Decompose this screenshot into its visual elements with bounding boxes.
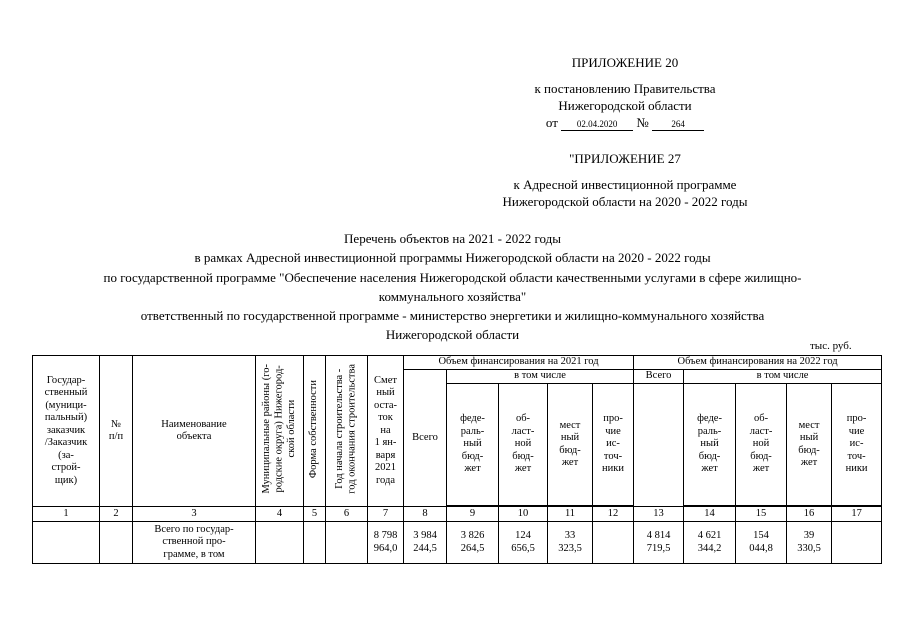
header-total-2021: Всего: [404, 370, 447, 507]
text-line: оста-: [373, 399, 398, 411]
appendix27-line-1: к Адресной инвестиционной программе: [513, 177, 737, 192]
table-row: [33, 522, 882, 564]
objects-table: [32, 355, 882, 564]
text-line: про-: [846, 413, 867, 425]
multiline: [685, 413, 734, 476]
text-line: ники: [602, 463, 624, 475]
appendix-header: [470, 54, 780, 131]
cell-regional-2021: [499, 522, 548, 564]
col-number: 9: [447, 507, 499, 522]
text-line: 3 984: [413, 530, 437, 541]
header-estimate: [368, 356, 404, 507]
header-incl-2021: в том числе: [447, 370, 634, 384]
text-line: ственной про-: [162, 536, 226, 548]
text-line: заказчик: [46, 424, 86, 436]
text-line: Всего по государ-: [154, 523, 234, 535]
title-line: коммунального хозяйства": [378, 288, 527, 304]
header-customer: [33, 356, 100, 507]
text-line: ласт-: [511, 425, 535, 437]
col-number: 16: [787, 507, 832, 522]
col-number: 11: [548, 507, 593, 522]
text-line: раль-: [460, 425, 485, 437]
multiline: [737, 530, 785, 555]
order-line: [470, 114, 780, 131]
text-line: варя: [375, 449, 396, 461]
col-number: 5: [304, 507, 326, 522]
text-line: 656,5: [511, 542, 535, 554]
text-line: точ-: [847, 450, 866, 462]
header-2021: Объем финансирования на 2021 год: [404, 356, 634, 370]
header-regional-2021: [499, 384, 548, 506]
text-line: мест: [798, 419, 820, 431]
cell-local-2021: [548, 522, 593, 564]
number-label: №: [636, 115, 649, 130]
multiline: [500, 413, 546, 476]
text-line: об-: [754, 413, 769, 425]
text-line: 2021: [375, 462, 396, 474]
col-number: 12: [593, 507, 634, 522]
cell-estimate: [368, 522, 404, 564]
text-line: чие: [848, 425, 865, 437]
units-label: тыс. руб.: [810, 340, 852, 352]
text-line: раль-: [697, 425, 722, 437]
cell-regional-2022: [736, 522, 787, 564]
text-line: ный: [560, 432, 580, 443]
col-number: 4: [256, 507, 304, 522]
header-total-2022: Всего: [634, 370, 684, 384]
text-line: ис-: [849, 438, 864, 450]
text-line: 964,0: [373, 542, 398, 554]
header-district: [256, 356, 304, 507]
text-line: 719,5: [646, 542, 671, 554]
multiline: [448, 413, 497, 476]
text-line: грамме, в том: [163, 548, 225, 560]
text-line: ской области: [285, 399, 297, 458]
text-line: 39: [803, 530, 815, 541]
text-line: 344,2: [697, 542, 722, 554]
text-line: 33: [564, 530, 576, 541]
text-line: ной: [514, 438, 532, 450]
order-number: 264: [652, 118, 704, 131]
text-line: 1 ян-: [374, 437, 397, 449]
appendix27-line-2: Нижегородской области на 2020 - 2022 годы: [502, 194, 748, 209]
text-line: 264,5: [460, 542, 485, 554]
text-line: жет: [464, 463, 481, 475]
text-line: 330,5: [797, 542, 821, 554]
col-number: 3: [133, 507, 256, 522]
text-line: об-: [515, 413, 531, 425]
text-line: родские округа) Нижегород-: [273, 365, 285, 493]
text-line: Государ-: [46, 374, 86, 386]
col-number: 2: [100, 507, 133, 522]
appendix27-title: "ПРИЛОЖЕНИЕ 27: [569, 151, 681, 166]
text-line: (за-: [58, 449, 74, 461]
cell-ownership: [304, 522, 326, 564]
text-line: ной: [752, 438, 770, 450]
multiline: [685, 530, 734, 555]
multiline: [788, 420, 830, 470]
text-line: 044,8: [749, 542, 773, 554]
cell-other-2021: [593, 522, 634, 564]
appendix-line-1: к постановлению Правительства: [534, 81, 716, 96]
text-line: Наименование: [161, 418, 227, 430]
col-number: 7: [368, 507, 404, 522]
appendix-line-2: Нижегородской области: [558, 98, 692, 113]
multiline: [737, 413, 785, 476]
text-line: мест: [559, 419, 581, 431]
multiline: [101, 419, 131, 444]
text-line: Год начала строительства -: [334, 368, 345, 489]
text-line: 4 621: [697, 530, 722, 541]
text-line: /Заказчик: [44, 437, 88, 449]
text-line: точ-: [603, 450, 623, 462]
text-line: ный: [799, 432, 819, 443]
cell-number: [100, 522, 133, 564]
multiline: [833, 413, 880, 476]
multiline: [134, 524, 254, 562]
text-line: жет: [514, 463, 532, 475]
multiline: [500, 530, 546, 555]
col-number: 14: [684, 507, 736, 522]
text-line: феде-: [460, 413, 485, 425]
text-line: бюд-: [461, 450, 484, 462]
header-regional-2022: [736, 384, 787, 506]
order-date: 02.04.2020: [561, 118, 633, 131]
text-line: на: [380, 424, 391, 436]
rotated-text: [334, 364, 359, 494]
multiline: [369, 530, 402, 555]
multiline: [134, 419, 254, 444]
cell-total-2021: [404, 522, 447, 564]
col-number: 6: [326, 507, 368, 522]
text-line: строй-: [51, 462, 81, 474]
text-line: 3 826: [460, 530, 485, 541]
text-line: пальный): [44, 412, 88, 424]
text-line: ственный: [44, 387, 88, 399]
cell-federal-2022: [684, 522, 736, 564]
text-line: Форма собственности: [308, 379, 320, 478]
text-line: жет: [701, 463, 718, 475]
multiline: [594, 413, 632, 476]
text-line: щик): [54, 474, 78, 486]
text-line: 4 814: [646, 530, 671, 541]
multiline: [549, 530, 591, 555]
text-line: 244,5: [413, 542, 437, 554]
text-line: бюд-: [559, 444, 581, 456]
text-line: феде-: [697, 413, 722, 425]
header-local-2021: [548, 384, 593, 506]
cell-federal-2021: [447, 522, 499, 564]
text-line: объекта: [176, 431, 212, 442]
text-line: 323,5: [558, 542, 582, 554]
text-line: 154: [753, 530, 769, 541]
document-title: [0, 229, 905, 345]
cell-other-2022: [832, 522, 882, 564]
header-federal-2022: [684, 384, 736, 506]
text-line: №: [110, 418, 122, 430]
text-line: бюд-: [698, 450, 721, 462]
text-line: года: [376, 474, 395, 486]
header-total-2022-body: [634, 384, 684, 507]
text-line: ный: [376, 387, 395, 399]
text-line: ласт-: [749, 425, 773, 437]
rotated-text: [261, 364, 299, 494]
text-line: жет: [561, 457, 579, 468]
text-line: ники: [845, 463, 868, 475]
text-line: чие: [605, 425, 621, 437]
text-line: ис-: [606, 438, 620, 450]
text-line: п/п: [108, 431, 124, 442]
multiline: [34, 375, 98, 488]
col-number: 15: [736, 507, 787, 522]
header-number: [100, 356, 133, 507]
text-line: бюд-: [750, 450, 772, 462]
cell-years: [326, 522, 368, 564]
title-line: Нижегородской области: [385, 327, 520, 343]
text-line: бюд-: [512, 450, 534, 462]
col-number: 8: [404, 507, 447, 522]
text-line: жет: [800, 457, 818, 468]
column-number-row: [33, 507, 882, 522]
text-line: Смет: [374, 374, 397, 386]
header-2022: Объем финансирования на 2022 год: [634, 356, 882, 370]
title-line: по государственной программе "Обеспечение населения Нижегородской области качественными услугами в сфере жилищно-: [103, 269, 802, 285]
multiline: [788, 530, 830, 555]
cell-district: [256, 522, 304, 564]
cell-local-2022: [787, 522, 832, 564]
text-line: 8 798: [373, 530, 398, 541]
text-line: про-: [603, 413, 623, 425]
text-line: год окончания строительства: [346, 363, 358, 494]
text-line: ный: [700, 438, 719, 450]
multiline: [549, 420, 591, 470]
title-line: Перечень объектов на 2021 - 2022 годы: [344, 231, 561, 246]
header-federal-2021: [447, 384, 499, 506]
header-other-2021: [593, 384, 634, 506]
text-line: ток: [378, 412, 393, 424]
header-local-2022: [787, 384, 832, 506]
appendix-title: ПРИЛОЖЕНИЕ 20: [571, 55, 679, 70]
title-line: ответственный по государственной программе - министерство энергетики и жилищно-коммунального хозяйства: [140, 308, 765, 324]
text-line: 124: [515, 530, 531, 541]
header-incl-2022: в том числе: [684, 370, 882, 384]
multiline: [369, 375, 402, 488]
header-years: [326, 356, 368, 507]
cell-customer: [33, 522, 100, 564]
cell-total-2022: [634, 522, 684, 564]
text-line: жет: [752, 463, 770, 475]
text-line: Муниципальные районы (го-: [260, 363, 272, 494]
multiline: [635, 530, 682, 555]
cell-object-name: [133, 522, 256, 564]
header-ownership: [304, 356, 326, 507]
multiline: [448, 530, 497, 555]
appendix27-header: [470, 150, 780, 210]
title-line: в рамках Адресной инвестиционной программы Нижегородской области на 2020 - 2022 годы: [194, 250, 711, 266]
from-label: от: [545, 115, 558, 130]
col-number: 10: [499, 507, 548, 522]
col-number: 1: [33, 507, 100, 522]
col-number: 17: [832, 507, 882, 522]
text-line: (муници-: [45, 399, 87, 411]
text-line: бюд-: [798, 444, 820, 456]
col-number: 13: [634, 507, 684, 522]
header-object-name: [133, 356, 256, 507]
multiline: [405, 530, 445, 555]
header-other-2022: [832, 384, 882, 506]
text-line: ный: [463, 438, 482, 450]
rotated-text: [308, 380, 321, 478]
